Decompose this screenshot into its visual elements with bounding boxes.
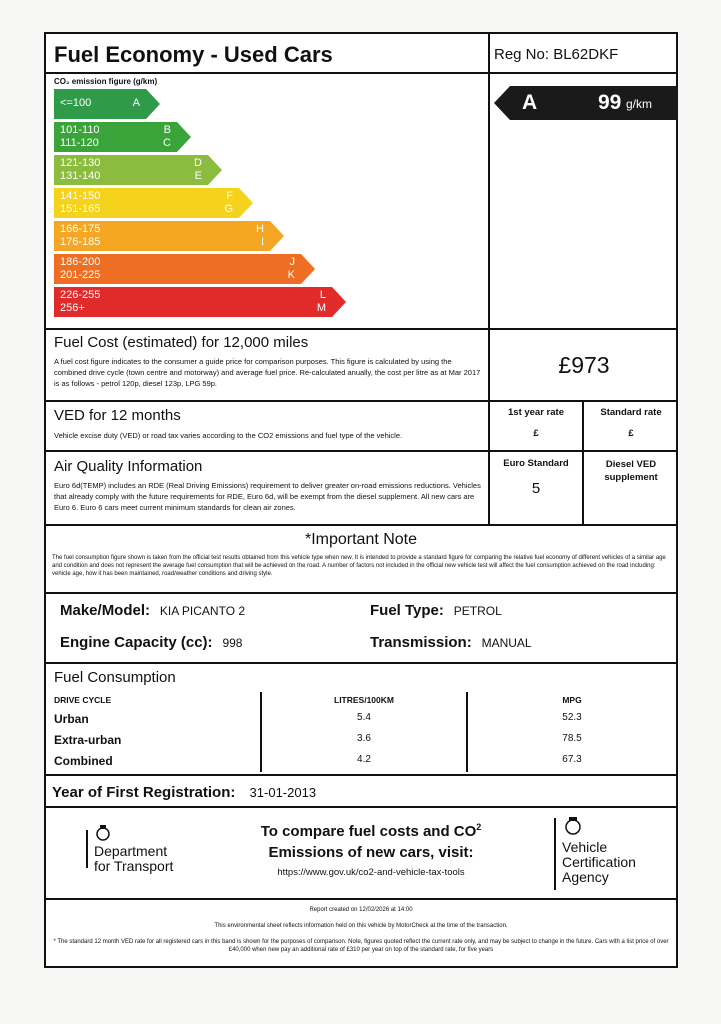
co2-band-range: 226-255 [60,289,101,301]
crest-icon [94,824,112,842]
dft-logo: Department for Transport [86,824,206,884]
ved-title: VED for 12 months [54,407,181,424]
environment-note: This environmental sheet reflects information held on this vehicle by MotorCheck at the time of the transaction. [214,923,508,929]
consumption-litres: 5.4 [357,712,371,723]
co2-rating-letter: A [522,91,538,114]
col-drive-cycle: DRIVE CYCLE [54,695,112,705]
co2-band-de [54,155,222,185]
co2-band-jk [54,254,315,284]
first-registration: Year of First Registration: 31-01-2013 [52,784,317,801]
fuel-cost-title: Fuel Cost (estimated) for 12,000 miles [54,334,309,351]
co2-band-range: 176-185 [60,236,101,248]
co2-band-letter: C [163,137,171,149]
co2-band-hi [54,221,284,251]
consumption-mpg: 67.3 [562,754,582,765]
euro-standard-value: 5 [531,480,541,497]
co2-band-range: 111-120 [60,137,99,149]
co2-band-range: 201-225 [60,269,101,281]
report-created: Report created on 12/02/2026 at 14:00 [309,907,413,913]
consumption-cycle: Combined [54,754,113,768]
consumption-litres: 4.2 [357,754,371,765]
col-mpg: MPG [562,695,582,705]
fuel-type: Fuel Type: PETROL [370,602,502,619]
sheet-title: Fuel Economy - Used Cars [54,42,333,67]
reg-number: Reg No: BL62DKF [494,46,619,63]
co2-band-letter: F [226,190,233,202]
consumption-cycle: Extra-urban [54,733,122,747]
co2-band-letter: L [319,289,326,301]
crest-icon [562,816,584,836]
co2-band-lm [54,287,346,317]
co2-band-letter: B [163,124,171,136]
ved-first-year-value: £ [533,428,539,439]
fuel-economy-sheet [44,32,678,968]
co2-band-range: 131-140 [60,170,101,182]
co2-rating-value: 99 [598,91,622,114]
co2-band-range: <=100 [60,97,92,109]
co2-band-letter: D [194,157,202,169]
consumption-litres: 3.6 [357,733,371,744]
consumption-mpg: 78.5 [562,733,582,744]
ved-first-year-label: 1st year rate [508,407,564,418]
ved-standard-label: Standard rate [600,407,662,418]
co2-band-letter: H [256,223,264,235]
compare-text: To compare fuel costs and $CO^2$ Emissions of new cars, visit: https://www.gov.uk/co2-and-vehicle-tax-tools [206,822,536,878]
make-model: Make/Model: KIA PICANTO 2 [60,602,246,619]
co2-band-letter: A [132,97,140,109]
co2-axis-label: CO₂ emission figure (g/km) [54,77,158,86]
co2-band-range: 141-150 [60,190,101,202]
compare-url[interactable]: https://www.gov.uk/co2-and-vehicle-tax-tools [277,867,465,878]
co2-band-range: 166-175 [60,223,101,235]
consumption-cycle: Urban [54,712,89,726]
important-note-title: *Important Note [304,531,418,548]
co2-band-letter: J [289,256,295,268]
fuel-cost-description: A fuel cost figure indicates to the consumer a guide price for comparison purposes. This figure is calculated by using the combined drive cycle (town centre and motorway) and average fuel price. Re-calculated anually, the cost per litre as at Mar 2017 is as follows - petrol 120p, diesel 123p, LPG 59p. [54,357,481,388]
co2-rating-arrow [494,86,678,120]
engine-capacity: Engine Capacity (cc): 998 [60,634,243,651]
ved-description: Vehicle excise duty (VED) or road tax varies according to the CO2 emissions and fuel type of the vehicle. [54,431,403,440]
co2-band-letter: K [287,269,295,281]
ved-standard-value: £ [628,428,634,439]
ved-footnote: * The standard 12 month VED rate for all registered cars in this band is shown for the purposes of comparison. Note, figures quoted reflect the current rate only, and may be subject to change in the future. Cars with a list price of over £40,000 when new pay an additional rate of £310 per year on top of the standard rate, for five years [53,939,669,953]
vca-logo: Vehicle Certification Agency [554,816,674,896]
co2-band-range: 121-130 [60,157,101,169]
air-quality-title: Air Quality Information [54,458,203,475]
co2-band-range: 186-200 [60,256,101,268]
important-note-text: The fuel consumption figure shown is taken from the official test results obtained from this vehicle type when new. It is intended to provide a standard figure for comparing the relative fuel economy of different vehicles of a similar age and condition and does not represent the average fuel consumption that will be achieved on the road. A number of factors not included in the official new vehicle test will affect the fuel consumption achieved on the road including: vehicle age, how it has been maintained, road/weather conditions and driving style. [52,555,666,577]
fuel-cost-value: £973 [558,352,610,378]
co2-band-letter: I [260,236,264,248]
co2-band-range: 151-165 [60,203,101,215]
consumption-mpg: 52.3 [562,712,582,723]
co2-band-letter: E [194,170,202,182]
co2-band-fg [54,188,253,218]
transmission: Transmission: MANUAL [370,634,532,651]
co2-band-range: 256+ [60,302,85,314]
diesel-supplement-label: Diesel VED supplement [604,459,658,483]
co2-rating-unit: g/km [626,97,653,111]
co2-band-bc [54,122,191,152]
air-quality-description: Euro 6d(TEMP) includes an RDE (Real Driving Emissions) requirement to deliver greater on-road emissions reductions. Vehicles that already comply with the future requirements for RDE, Euro 6d, will be exempt from the diesel supplement. All new cars are Euro 6. Euro 6 cars meet current minimum standards for clean air zones. [54,481,481,512]
co2-band-a [54,89,160,119]
co2-band-letter: M [316,302,326,314]
co2-band-letter: G [224,203,233,215]
consumption-title: Fuel Consumption [54,669,176,686]
euro-standard-label: Euro Standard [503,458,569,469]
co2-band-range: 101-110 [60,124,100,136]
col-litres: LITRES/100KM [334,695,394,705]
